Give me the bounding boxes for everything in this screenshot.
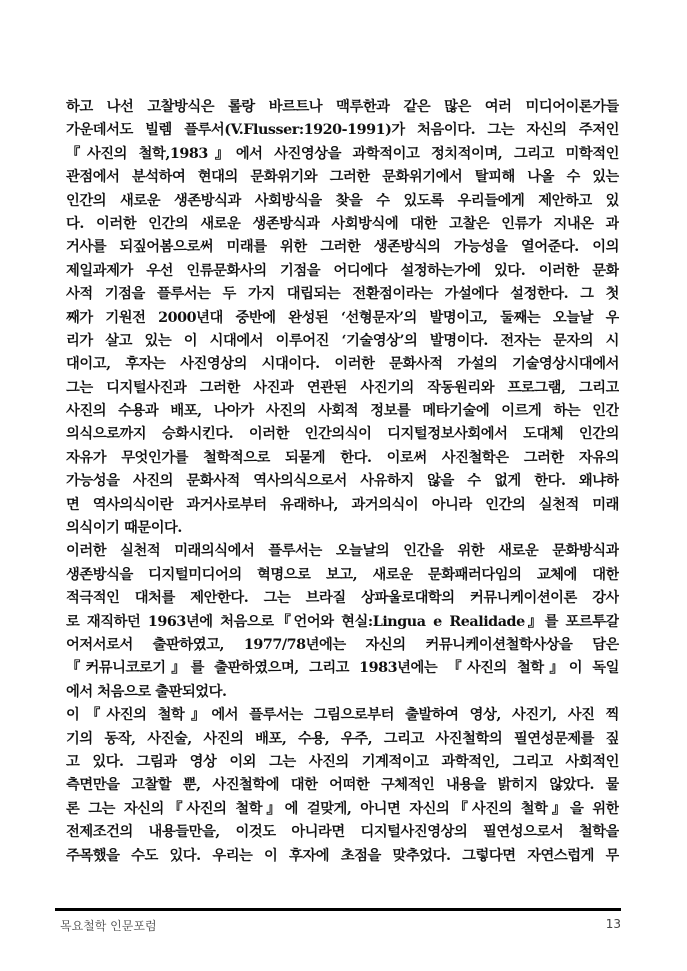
text-line: 이러한 실천적 미래의식에서 플루서는 오늘날의 인간을 위한 새로운 문화방식과 xyxy=(66,543,619,560)
footer-journal-title: 목요철학 인문포럼 xyxy=(60,919,157,933)
text-line: 어저서로서 출판하였고, 1977/78년에는 자신의 커뮤니케이션철학사상을 담은 xyxy=(66,636,619,653)
text-line: 주목했을 수도 있다. 우리는 이 후자에 초점을 맞추었다. 그렇다면 자연스럽게 무 xyxy=(66,847,619,864)
footer-divider xyxy=(55,908,621,911)
text-line: 의식으로까지 승화시킨다. 이러한 인간의식이 디지털정보사회에서 도대체 인간의 xyxy=(66,426,619,443)
text-line: 론 그는 자신의『사진의 철학』에 걸맞게, 아니면 자신의『사진의 철학』을 위한 xyxy=(66,800,619,817)
text-line: 가운데서도 빌렘 플루서(V.Flusser:1920-1991)가 처음이다. 그는 자신의 주저인 xyxy=(66,122,619,139)
text-line: 『커뮤니코로기』를 출판하였으며, 그리고 1983년에는 『사진의 철학』이 독일 xyxy=(66,660,619,677)
text-line: 기의 동작, 사진술, 사진의 배포, 수용, 우주, 그리고 사진철학의 필연성문제를 짚 xyxy=(66,730,619,747)
text-line: 로 재직하던 1963년에 처음으로『언어와 현실:Lingua e Realidade』를 포르투갈 xyxy=(66,613,619,630)
text-line: 전제조건의 내용들만을, 이것도 아니라면 디지털사진영상의 필연성으로서 철학을 xyxy=(66,824,619,841)
page-number: 13 xyxy=(605,917,621,931)
body-text xyxy=(66,96,619,868)
text-line: 이『사진의 철학』에서 플루서는 그림으로부터 출발하여 영상, 사진기, 사진 찍 xyxy=(66,707,619,724)
text-line: 하고 나선 고찰방식은 롤랑 바르트나 맥루한과 같은 많은 여러 미디어이론가들 xyxy=(66,99,619,115)
text-line: 자유가 무엇인가를 철학적으로 되묻게 한다. 이로써 사진철학은 그러한 자유의 xyxy=(66,449,619,466)
text-line: 에서 처음으로 출판되었다. xyxy=(66,683,227,700)
text-line: 사적 기점을 플루서는 두 가지 대립되는 전환점이라는 가설에다 설정한다. 그 첫 xyxy=(66,286,619,303)
text-line: 고 있다. 그림과 영상 이외 그는 사진의 기계적이고 과학적인, 그리고 사회적인 xyxy=(66,753,619,770)
text-line: 거사를 되짚어봄으로써 미래를 위한 그러한 생존방식의 가능성을 열어준다. 이의 xyxy=(66,239,619,256)
text-line: 째가 기원전 2000년대 중반에 완성된 ‘선형문자’의 발명이고, 둘째는 오늘날 우 xyxy=(66,309,619,326)
text-line: 관점에서 분석하여 현대의 문화위기와 그러한 문화위기에서 탈피해 나올 수 있는 xyxy=(66,169,619,186)
text-line: 인간의 새로운 생존방식과 사회방식을 찾을 수 있도록 우리들에게 제안하고 있 xyxy=(66,192,619,209)
text-line: 『사진의 철학,1983』에서 사진영상을 과학적이고 정치적이며, 그리고 미학적인 xyxy=(66,145,619,162)
text-line: 면 역사의식이란 과거사로부터 유래하나, 과거의식이 아니라 인간의 실천적 미래 xyxy=(66,496,619,513)
text-line: 다. 이러한 인간의 새로운 생존방식과 사회방식에 대한 고찰은 인류가 지내온 과 xyxy=(66,215,619,232)
text-line: 측면만을 고찰할 뿐, 사진철학에 대한 어떠한 구체적인 내용을 밝히지 않았다. 물 xyxy=(66,777,619,794)
text-line: 리가 살고 있는 이 시대에서 이루어진 ‘기술영상’의 발명이다. 전자는 문자의 시 xyxy=(66,332,619,349)
text-line: 의식이기 때문이다. xyxy=(66,520,182,537)
text-line: 생존방식을 디지털미디어의 혁명으로 보고, 새로운 문화패러다임의 교체에 대한 xyxy=(66,566,619,583)
text-line: 사진의 수용과 배포, 나아가 사진의 사회적 정보를 메타기술에 이르게 하는 인간 xyxy=(66,403,619,420)
text-line: 대이고, 후자는 사진영상의 시대이다. 이러한 문화사적 가설의 기술영상시대에서 xyxy=(66,356,619,373)
text-line: 그는 디지털사진과 그러한 사진과 연관된 사진기의 작동원리와 프로그램, 그리고 xyxy=(66,379,619,396)
text-line: 제일과제가 우선 인류문화사의 기점을 어디에다 설정하는가에 있다. 이러한 문화 xyxy=(66,262,619,279)
text-line: 가능성을 사진의 문화사적 역사의식으로서 사유하지 않을 수 없게 한다. 왜냐하 xyxy=(66,473,619,490)
text-line: 적극적인 대처를 제안한다. 그는 브라질 상파울로대학의 커뮤니케이션이론 강사 xyxy=(66,590,619,607)
